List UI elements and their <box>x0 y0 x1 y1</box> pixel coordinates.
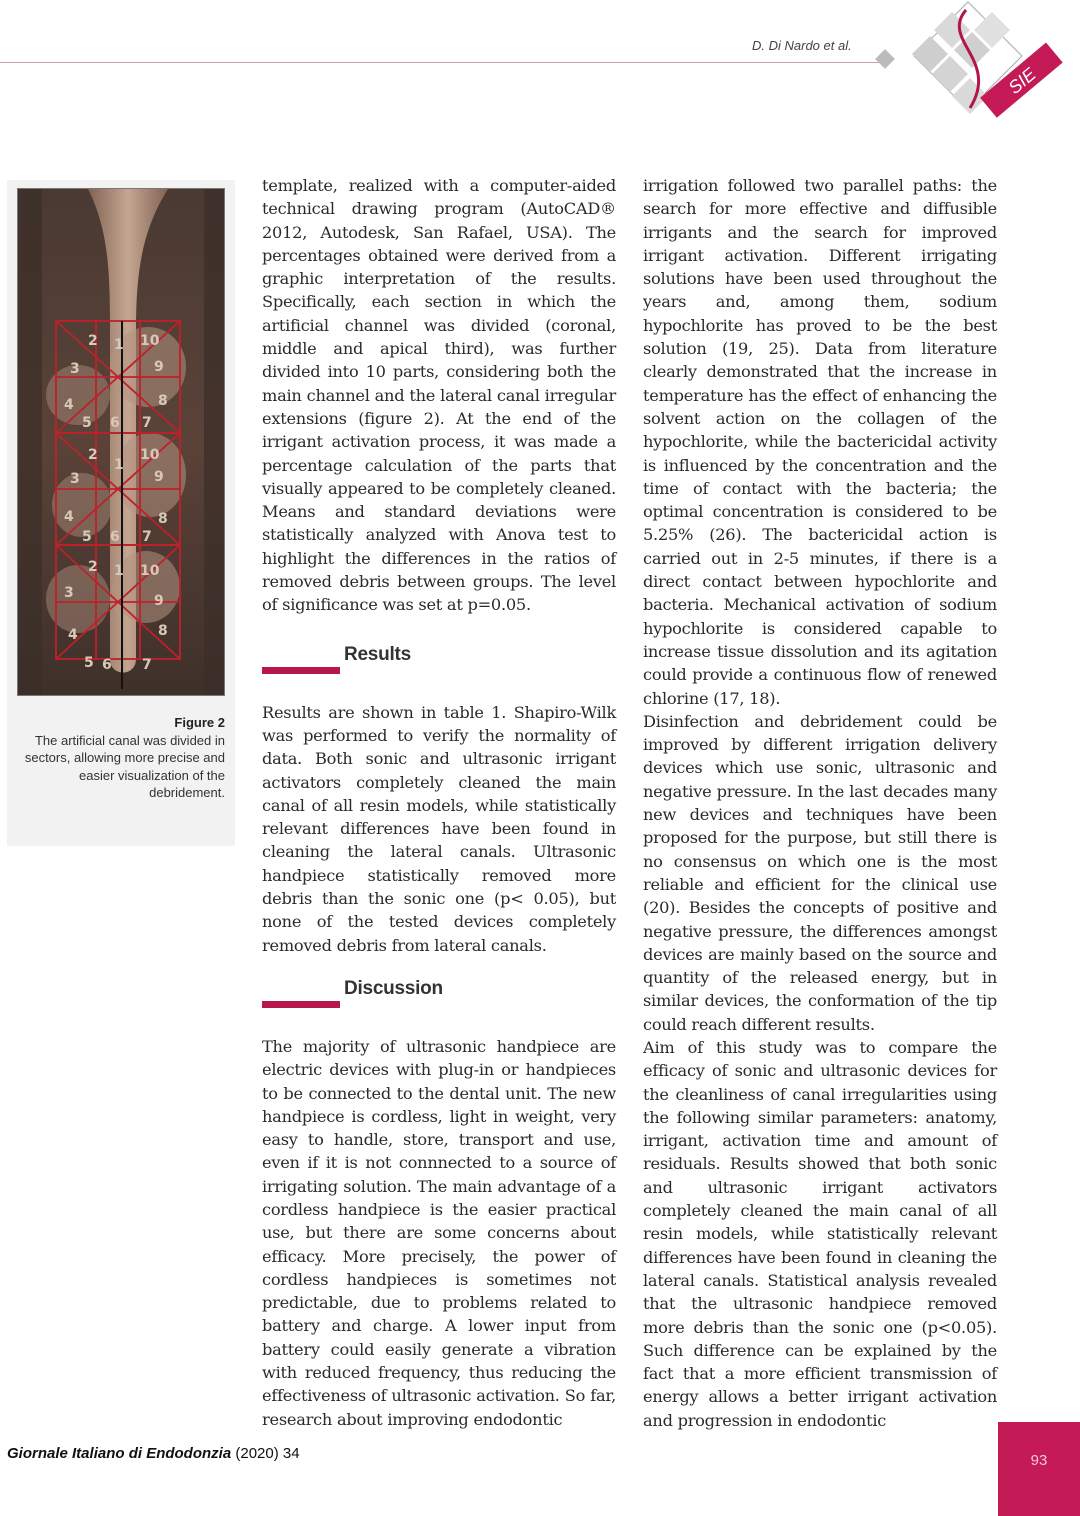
text-column-right <box>643 174 997 1432</box>
sie-logo <box>870 0 1080 150</box>
sector-number: 6 <box>110 529 120 545</box>
sector-number: 8 <box>158 511 168 527</box>
results-paragraph: Results are shown in table 1. Shapiro-Wilk was performed to verify the normality of data. Both sonic and ultrasonic irrigant activators completely cleaned the main canal of all resin models, while statistically relevant differences have been found in cleaning the lateral canals. Ultrasonic handpiece statistically removed more debris than the sonic one (p< 0.05), but none of the tested devices completely removed debris from lateral canals. <box>262 702 616 955</box>
sector-number: 7 <box>142 415 152 431</box>
footer-journal-citation <box>7 1445 300 1462</box>
running-header-author: D. Di Nardo et al. <box>752 38 852 53</box>
discussion-heading: Discussion <box>344 977 443 999</box>
text-column-left <box>262 174 616 1431</box>
figure-label: Figure 2 <box>174 715 225 730</box>
journal-name: Giornale Italiano di Endodonzia <box>7 1445 232 1462</box>
methods-paragraph: template, realized with a computer-aided technical drawing program (AutoCAD® 2012, Autodesk, San Rafael, USA). The percentages obtained were derived from a graphic interpretation of the results. Specifically, each section in which the artificial channel was divided (coronal, middle and apical third), was further divided into 10 parts, considering both the main channel and the lateral canal irregular extensions (figure 2). At the end of the irrigant activation process, it was made a percentage calculation of the parts that visually appeared to be completely cleaned. Means and standard deviations were statistically analyzed with Anova test to highlight the differences in the ratios of removed debris between groups. The level of significance was set at p=0.05. <box>262 176 616 615</box>
sector-number: 4 <box>64 397 74 413</box>
sector-number: 9 <box>154 469 164 485</box>
sector-number: 4 <box>68 627 78 643</box>
sector-number: 5 <box>84 655 94 671</box>
sector-number: 3 <box>64 585 74 601</box>
section-accent-bar <box>262 667 340 674</box>
results-heading: Results <box>344 643 411 665</box>
sector-number: 1 <box>114 457 124 473</box>
sector-number: 7 <box>142 529 152 545</box>
discussion-paragraph-2: irrigation followed two parallel paths: the search for more effective and diffusible irrigants and the search for improved irrigant activation. Different irrigating solutions have been used throughout the years and, among them, sodium hypochlorite has proved to be the best solution (19, 25). Data from literature clearly demonstrated that the increase in temperature has the effect of enhancing the solvent action on the collagen of the hypochlorite, while the bactericidal activity is influenced by the concentration and the time of contact with the bacteria; the optimal concentration is considered to be 5.25% (26). The bactericidal action is carried out in 2-5 minutes, if there is a direct contact between hypochlorite and bacteria. Mechanical activation of sodium hypochlorite is considered capable to increase tissue dissolution and its agitation could provide a continuous flow of renewed chlorine (17, 18). <box>643 176 997 708</box>
figure-2 <box>7 180 235 846</box>
sector-number: 1 <box>114 337 124 353</box>
sector-number: 9 <box>154 359 164 375</box>
sector-number: 5 <box>82 529 92 545</box>
discussion-paragraph: The majority of ultrasonic handpiece are electric devices with plug-in or handpieces to be connected to the dental unit. The new handpiece is cordless, light in weight, very easy to handle, store, transport and use, even if it is not connnected to a source of irrigating solution. The main advantage of a cordless handpiece is the easier practical use, but there are some concerns about efficacy. More precisely, the power of cordless handpieces is sometimes not predictable, due to problems related to battery and charge. A lower input from battery could easily generate a vibration with reduced frequency, thus reducing the effectiveness of ultrasonic activation. So far, research about improving endodontic <box>262 1036 616 1429</box>
sector-number: 3 <box>70 471 80 487</box>
figure-caption-text: The artificial canal was divided in sectors, allowing more precise and easier visualization of the debridement. <box>24 732 225 801</box>
sector-number: 2 <box>88 559 98 575</box>
sector-number: 10 <box>140 333 160 349</box>
sector-number: 6 <box>110 415 120 431</box>
results-section-heading <box>262 639 616 685</box>
page-number-box <box>998 1422 1080 1516</box>
discussion-paragraph-3: Disinfection and debridement could be improved by different irrigation delivery devices which use sonic, ultrasonic and negative pressure. In the last decades many new devices and techniques have been proposed for the purpose, but still there is no consensus on which one is the most reliable and efficient for the clinical use (20). Besides the concepts of positive and negative pressure, the differences amongst devices are mainly based on the source and quantity of the released energy, but in similar devices, the conformation of the tip could reach different results. <box>643 711 997 1034</box>
sector-number: 8 <box>158 393 168 409</box>
sector-number: 3 <box>70 361 80 377</box>
page-number: 93 <box>1030 1452 1048 1469</box>
sector-number: 7 <box>142 657 152 673</box>
sector-number: 10 <box>140 447 160 463</box>
sie-logo-text: SIE <box>1004 63 1040 98</box>
sector-number: 6 <box>102 657 112 673</box>
figure-caption <box>7 714 225 802</box>
journal-year-volume: (2020) 34 <box>231 1445 300 1462</box>
header-rule <box>0 62 880 63</box>
discussion-paragraph-4: Aim of this study was to compare the efficacy of sonic and ultrasonic devices for the cleanliness of canal irregularities using the following similar parameters: anatomy, irrigant, activation time and amount of residuals. Results showed that both sonic and ultrasonic irrigant activators completely cleaned the main canal of all resin models, while statistically relevant differences have been found in cleaning the lateral canals. Statistical analysis revealed that the ultrasonic handpiece removed more debris than the sonic one (p<0.05). Such difference can be explained by the fact that a more efficient transmission of energy allows a better irrigant activation and progression in endodontic <box>643 1037 997 1430</box>
canal-sector-diagram <box>18 189 225 696</box>
sector-number: 8 <box>158 623 168 639</box>
sector-number: 4 <box>64 509 74 525</box>
discussion-section-heading <box>262 973 616 1019</box>
sector-number: 1 <box>114 563 124 579</box>
sector-number: 10 <box>140 563 160 579</box>
sector-number: 2 <box>88 333 98 349</box>
section-accent-bar <box>262 1001 340 1008</box>
sector-number: 5 <box>82 415 92 431</box>
sector-number: 9 <box>154 593 164 609</box>
figure-image-canal-model <box>17 188 225 696</box>
sector-number: 2 <box>88 447 98 463</box>
